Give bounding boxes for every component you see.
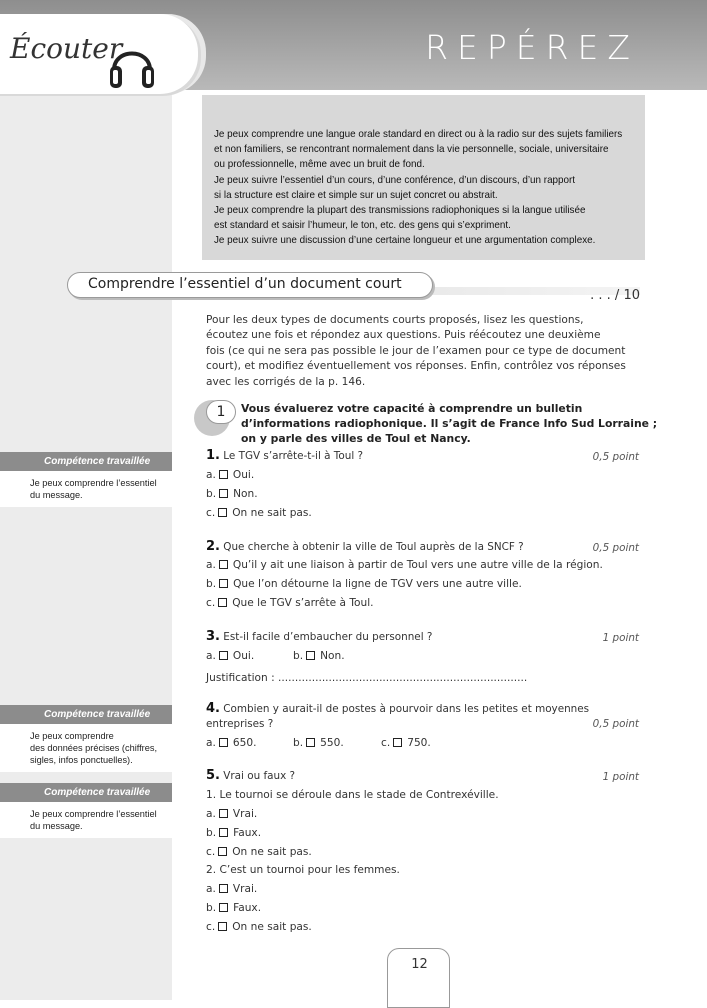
checkbox[interactable] [218, 922, 227, 931]
answer-option[interactable]: a. Vrai. [206, 883, 258, 895]
competence-label: Compétence travaillée [0, 452, 172, 471]
competence-text: Je peux comprendre l’essentiel du message. [0, 802, 172, 838]
sub-question: 2. C’est un tournoi pour les femmes. [206, 864, 400, 876]
page-number: 12 [411, 957, 428, 972]
question-points: 1 point [602, 771, 639, 783]
checkbox[interactable] [218, 847, 227, 856]
checkbox[interactable] [219, 828, 228, 837]
question-4-cont: entreprises ? [206, 718, 274, 730]
competence-label: Compétence travaillée [0, 705, 172, 724]
intro-line: Je peux suivre l’essentiel d’un cours, d’une conférence, d’un discours, d’un rapport [214, 174, 576, 186]
exercise-number: 1 [206, 400, 236, 424]
question-points: 0,5 point [592, 718, 639, 730]
question-5: 5. Vrai ou faux ? [206, 768, 296, 783]
left-margin [0, 90, 172, 1000]
question-1: 1. Le TGV s’arrête-t-il à Toul ? [206, 448, 364, 463]
answer-option[interactable]: a. 650. [206, 737, 257, 749]
question-points: 0,5 point [592, 542, 639, 554]
checkbox[interactable] [306, 651, 315, 660]
answer-option[interactable]: a. Qu’il y ait une liaison à partir de Toul vers une autre ville de la région. [206, 559, 603, 571]
intro-line: Je peux comprendre la plupart des transmissions radiophoniques si la langue utilisée [214, 205, 586, 217]
question-4: 4. Combien y aurait-il de postes à pourvoir dans les petites et moyennes [206, 701, 590, 716]
answer-option[interactable]: b. Non. [293, 650, 345, 662]
answer-option[interactable]: b. Non. [206, 488, 258, 500]
page-title: REPÉREZ [425, 28, 639, 67]
checkbox[interactable] [219, 903, 228, 912]
answer-option[interactable]: b. 550. [293, 737, 344, 749]
answer-option[interactable]: c. On ne sait pas. [206, 846, 312, 858]
question-3: 3. Est-il facile d’embaucher du personnel ? [206, 629, 433, 644]
intro-line: et non familiers, se rencontrant normalement dans la vie personnelle, sociale, universitaire [214, 144, 609, 156]
section-heading [67, 272, 433, 298]
checkbox[interactable] [219, 809, 228, 818]
intro-line: Je peux suivre une discussion d’une certaine longueur et une argumentation complexe. [214, 235, 596, 247]
checkbox[interactable] [219, 470, 228, 479]
checkbox[interactable] [218, 598, 227, 607]
question-points: 0,5 point [592, 451, 639, 463]
headphones-icon [108, 40, 156, 92]
checkbox[interactable] [219, 560, 228, 569]
intro-line: ou professionnelle, même avec un bruit de fond. [214, 159, 425, 171]
answer-option[interactable]: b. Que l’on détourne la ligne de TGV vers une autre ville. [206, 578, 522, 590]
score: . . . / 10 [590, 288, 640, 303]
competence-label: Compétence travaillée [0, 783, 172, 802]
question-points: 1 point [602, 632, 639, 644]
intro-box [202, 95, 645, 260]
tab-label: Écouter [10, 32, 123, 65]
competence-text: Je peux comprendre l’essentiel du message. [0, 471, 172, 507]
instruction-line: court), et modifiez éventuellement vos réponses. Enfin, contrôlez vos réponses [206, 360, 626, 373]
checkbox[interactable] [219, 651, 228, 660]
checkbox[interactable] [219, 738, 228, 747]
intro-line: est standard et saisir l’humeur, le ton, etc. des gens qui s’expriment. [214, 220, 511, 232]
answer-option[interactable]: c. Que le TGV s’arrête à Toul. [206, 597, 374, 609]
answer-option[interactable]: b. Faux. [206, 902, 262, 914]
instruction-line: avec les corrigés de la p. 146. [206, 375, 366, 388]
instruction-line: fois (ce qui ne sera pas possible le jour de l’examen pour ce type de document [206, 344, 626, 357]
exercise-description: Vous évaluerez votre capacité à comprendre un bulletin d’informations radiophonique. Il s’agit de France Info Sud Lorraine ; on y parle des villes de Toul et Nancy. [241, 402, 658, 446]
checkbox[interactable] [219, 579, 228, 588]
instructions [206, 313, 626, 390]
intro-line: Je peux comprendre une langue orale standard en direct ou à la radio sur des sujets familiers [214, 129, 623, 140]
instruction-line: Pour les deux types de documents courts proposés, lisez les questions, [206, 314, 584, 326]
instruction-line: écoutez une fois et répondez aux questions. Puis réécoutez une deuxième [206, 329, 601, 342]
checkbox[interactable] [218, 508, 227, 517]
intro-line: si la structure est claire et simple sur un sujet concret ou abstrait. [214, 189, 498, 201]
checkbox[interactable] [219, 489, 228, 498]
answer-option[interactable]: c. 750. [381, 737, 431, 749]
checkbox[interactable] [393, 738, 402, 747]
answer-option[interactable]: c. On ne sait pas. [206, 507, 312, 519]
competence-text: Je peux comprendre des données précises (chiffres, sigles, infos ponctuelles). [0, 724, 172, 772]
checkbox[interactable] [219, 884, 228, 893]
answer-option[interactable]: c. On ne sait pas. [206, 921, 312, 933]
justification-field[interactable]: Justification : .......................................................................... [206, 672, 528, 684]
answer-option[interactable]: b. Faux. [206, 827, 262, 839]
checkbox[interactable] [306, 738, 315, 747]
section-tab [0, 14, 198, 94]
answer-option[interactable]: a. Vrai. [206, 808, 258, 820]
question-2: 2. Que cherche à obtenir la ville de Toul auprès de la SNCF ? [206, 539, 524, 554]
section-title: Comprendre l’essentiel d’un document court [88, 276, 402, 292]
page-number-tab [387, 948, 450, 1008]
answer-option[interactable]: a. Oui. [206, 650, 255, 662]
answer-option[interactable]: a. Oui. [206, 469, 255, 481]
sub-question: 1. Le tournoi se déroule dans le stade de Contrexéville. [206, 789, 499, 801]
